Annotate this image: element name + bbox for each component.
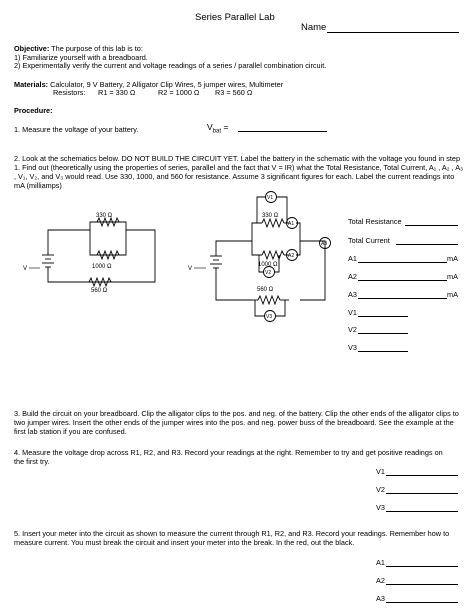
right-r2-label: 1000 Ω (258, 262, 278, 268)
left-r1-label: 330 Ω (96, 213, 113, 219)
a2-unit: mA (447, 272, 458, 281)
step4-v1-field[interactable] (386, 475, 458, 476)
a2-label: A2 (348, 272, 357, 281)
step-2: 2. Look at the schematics below. DO NOT BUILD THE CIRCUIT YET. Label the battery in the schematic with the voltage you found in step 1. Find out (theoretically using the properties of series, parallel and the fact that V = IR) what the Total Resistance, Total Current, A₁ , A₂ , A₃ , V₁, V₂, and V₃ would read. Use 330, 1000, and 560 for resistance. Assume 3 significant figures for each. Label the current readings into mA (milliamps) (14, 154, 464, 190)
v1-field[interactable] (358, 316, 408, 317)
right-r3-label: 560 Ω (257, 287, 274, 293)
total-resistance-field[interactable] (405, 225, 458, 226)
resistor-r1: R1 = 330 Ω (98, 88, 136, 97)
right-schematic (194, 192, 331, 322)
a2-field[interactable] (358, 280, 447, 281)
v2-meter-label: V2 (265, 270, 272, 276)
a3-field[interactable] (358, 298, 447, 299)
materials-label: Materials: (14, 80, 49, 89)
total-current-field[interactable] (396, 244, 458, 245)
left-v-label: V (23, 266, 28, 272)
left-r2-label: 1000 Ω (92, 264, 112, 270)
resistor-r2: R2 = 1000 Ω (158, 88, 200, 97)
step5-a1-field[interactable] (386, 566, 458, 567)
a3-label: A3 (348, 290, 357, 299)
procedure-heading: Procedure: (14, 106, 53, 115)
objective-item-2: 2) Experimentally verify the current and voltage readings of a series / parallel combination circuit. (14, 61, 327, 70)
step-5: 5. Insert your meter into the circuit as shown to measure the current through R1, R2, and R3. Record your readings. Remember how to measure current. You must break the circuit and insert your meter into the break. In the red, out the black. (14, 529, 450, 547)
v3-label: V3 (348, 343, 357, 352)
step5-a1-label: A1 (376, 558, 385, 567)
step4-v2-field[interactable] (386, 493, 458, 494)
resistor-r3: R3 = 560 Ω (215, 88, 253, 97)
right-r1-label: 330 Ω (262, 213, 279, 219)
step-3: 3. Build the circuit on your breadboard. Clip the alligator clips to the pos. and neg. of the battery. Clip the other ends of the alligator clips to two jumper wires. Insert the other ends of the jumper wires into the pos. and neg. power buss of the breadboard. See the example at the first lab station if you are confused. (14, 409, 459, 436)
a1-meter-label: A1 (288, 221, 295, 227)
right-r2-resistor (262, 251, 284, 259)
v2-field[interactable] (358, 333, 408, 334)
right-v-label: V (188, 266, 193, 272)
a3-meter-label: A3 (321, 241, 328, 247)
step4-v1-label: V1 (376, 467, 385, 476)
vbat-eq: = (221, 122, 229, 132)
right-r3-resistor (258, 296, 280, 304)
step4-v2-label: V2 (376, 485, 385, 494)
a1-label: A1 (348, 254, 357, 263)
v3-field[interactable] (358, 351, 408, 352)
step5-a3-label: A3 (376, 594, 385, 603)
total-resistance-label: Total Resistance (348, 217, 402, 226)
materials-text: Calculator, 9 V Battery, 2 Alligator Clip Wires, 5 jumper wires, Multimeter (48, 80, 284, 89)
step4-v3-field[interactable] (386, 511, 458, 512)
step5-a2-field[interactable] (386, 584, 458, 585)
v1-meter-label: V1 (267, 195, 274, 201)
step-4: 4. Measure the voltage drop across R1, R2, and R3. Record your readings at the right. Remember to try and get positive readings on the first try. (14, 448, 443, 466)
step5-a2-label: A2 (376, 576, 385, 585)
a2-meter-label: A2 (288, 253, 295, 259)
v2-label: V2 (348, 325, 357, 334)
vbat-sub: bat (212, 128, 222, 135)
v3-meter-label: V3 (266, 314, 273, 320)
resistors-label: Resistors: (53, 88, 86, 97)
left-r3-label: 560 Ω (91, 288, 108, 294)
v1-label: V1 (348, 308, 357, 317)
a1-field[interactable] (358, 262, 447, 263)
objective-item-1: 1) Familiarize yourself with a breadboard. (14, 53, 148, 62)
a3-unit: mA (447, 290, 458, 299)
right-r1-resistor (262, 219, 284, 227)
a1-unit: mA (447, 254, 458, 263)
step4-v3-label: V3 (376, 503, 385, 512)
name-label: Name (301, 22, 327, 33)
step5-a3-field[interactable] (386, 602, 458, 603)
step-1: 1. Measure the voltage of your battery. (14, 125, 139, 134)
left-schematic (29, 218, 155, 286)
objective-text: The purpose of this lab is to: (49, 44, 143, 53)
total-current-label: Total Current (348, 236, 390, 245)
objective-label: Objective: (14, 44, 50, 53)
page-title: Series Parallel Lab (195, 12, 275, 23)
vbat-v: V (207, 122, 213, 132)
